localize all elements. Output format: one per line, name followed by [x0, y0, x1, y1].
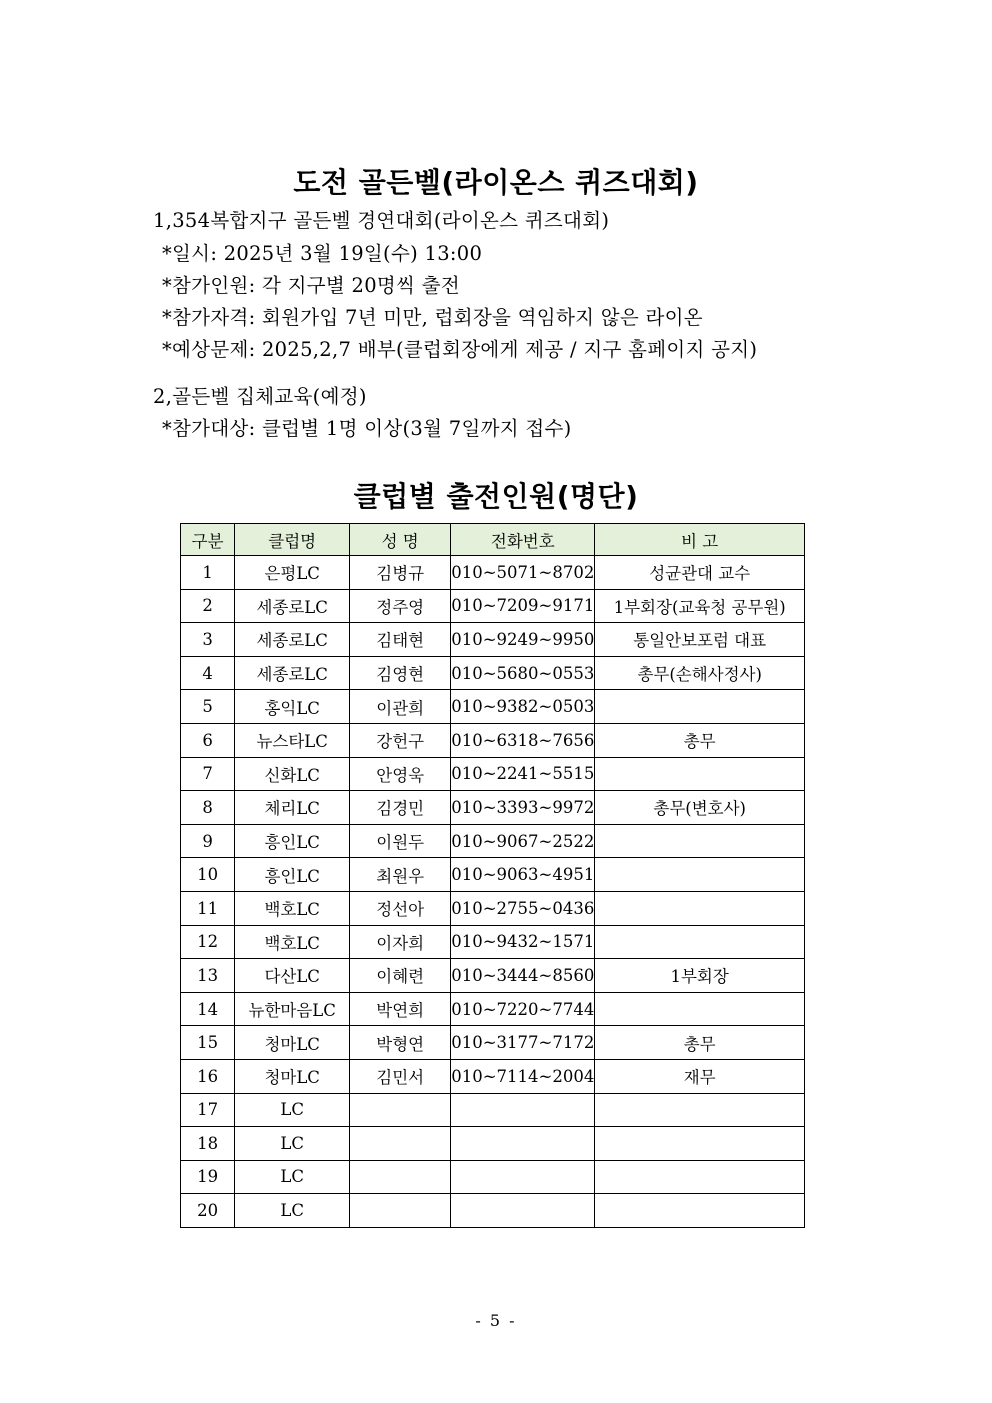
- table-cell: [595, 690, 805, 724]
- table-row: [181, 690, 805, 724]
- section2-heading: 2,골든벨 집체교육(예정): [153, 385, 367, 408]
- table-cell: [595, 858, 805, 892]
- table-cell: [595, 757, 805, 791]
- table-cell: 7: [181, 757, 235, 791]
- table-cell: 흥인LC: [235, 824, 350, 858]
- table-row: [181, 623, 805, 657]
- table-cell: 이관희: [350, 690, 451, 724]
- table-cell: 박형연: [350, 1026, 451, 1060]
- table-cell: 최원우: [350, 858, 451, 892]
- table-row: [181, 925, 805, 959]
- table-cell: 5: [181, 690, 235, 724]
- table-cell: 체리LC: [235, 791, 350, 825]
- table-cell: [451, 1093, 595, 1127]
- table-cell: 재무: [595, 1059, 805, 1093]
- table-cell: 2: [181, 589, 235, 623]
- table-cell: 010~9067~2522: [451, 824, 595, 858]
- table-cell: 총무(변호사): [595, 791, 805, 825]
- table-cell: [595, 891, 805, 925]
- table-cell: 010~3177~7172: [451, 1026, 595, 1060]
- table-cell: 뉴한마음LC: [235, 992, 350, 1026]
- table-cell: 세종로LC: [235, 623, 350, 657]
- table-row: [181, 1160, 805, 1194]
- table-row: [181, 858, 805, 892]
- table-cell: [595, 824, 805, 858]
- table-cell: LC: [235, 1127, 350, 1161]
- table-row: [181, 992, 805, 1026]
- table-cell: 성균관대 교수: [595, 556, 805, 590]
- table-cell: [350, 1093, 451, 1127]
- table-cell: 19: [181, 1160, 235, 1194]
- table-cell: [595, 992, 805, 1026]
- page-title: 도전 골든벨(라이온스 퀴즈대회): [293, 166, 699, 199]
- table-cell: [595, 1194, 805, 1228]
- table-cell: 3: [181, 623, 235, 657]
- table-cell: 통일안보포럼 대표: [595, 623, 805, 657]
- table-row: [181, 791, 805, 825]
- table-cell: 홍익LC: [235, 690, 350, 724]
- table-cell: 13: [181, 959, 235, 993]
- table-row: [181, 1026, 805, 1060]
- table-cell: 17: [181, 1093, 235, 1127]
- table-cell: 은평LC: [235, 556, 350, 590]
- table-cell: 청마LC: [235, 1059, 350, 1093]
- table-cell: 14: [181, 992, 235, 1026]
- header-cell: 클럽명: [235, 524, 350, 556]
- table-cell: 김태현: [350, 623, 451, 657]
- table-cell: [595, 925, 805, 959]
- table-cell: 010~9432~1571: [451, 925, 595, 959]
- table-cell: 10: [181, 858, 235, 892]
- table-cell: 15: [181, 1026, 235, 1060]
- header-cell: 전화번호: [451, 524, 595, 556]
- table-cell: 총무: [595, 1026, 805, 1060]
- header-cell: 비 고: [595, 524, 805, 556]
- table-cell: 1부회장(교육청 공무원): [595, 589, 805, 623]
- table-cell: 010~5680~0553: [451, 656, 595, 690]
- table-cell: 12: [181, 925, 235, 959]
- table-cell: 010~5071~8702: [451, 556, 595, 590]
- table-cell: 010~6318~7656: [451, 723, 595, 757]
- table-cell: 010~7114~2004: [451, 1059, 595, 1093]
- table-cell: 김경민: [350, 791, 451, 825]
- table-cell: 청마LC: [235, 1026, 350, 1060]
- table-cell: 6: [181, 723, 235, 757]
- section1-line: *참가인원: 각 지구별 20명씩 출전: [162, 274, 460, 297]
- table-cell: 다산LC: [235, 959, 350, 993]
- table-cell: [595, 1093, 805, 1127]
- table-cell: 정주영: [350, 589, 451, 623]
- table-cell: 김영현: [350, 656, 451, 690]
- table-cell: 20: [181, 1194, 235, 1228]
- header-cell: 성 명: [350, 524, 451, 556]
- table-cell: [350, 1194, 451, 1228]
- table-cell: [350, 1160, 451, 1194]
- header-cell: 구분: [181, 524, 235, 556]
- table-cell: 010~9382~0503: [451, 690, 595, 724]
- table-title: 클럽별 출전인원(명단): [353, 480, 639, 513]
- table-cell: [451, 1194, 595, 1228]
- table-cell: 백호LC: [235, 891, 350, 925]
- table-row: [181, 589, 805, 623]
- table-cell: 이원두: [350, 824, 451, 858]
- roster-table: [180, 523, 805, 1228]
- table-cell: 김병규: [350, 556, 451, 590]
- table-cell: 010~9063~4951: [451, 858, 595, 892]
- table-cell: 강헌구: [350, 723, 451, 757]
- table-cell: 안영욱: [350, 757, 451, 791]
- table-cell: 9: [181, 824, 235, 858]
- page-number: - 5 -: [475, 1311, 517, 1330]
- table-cell: 백호LC: [235, 925, 350, 959]
- table-cell: 010~7209~9171: [451, 589, 595, 623]
- section1-heading: 1,354복합지구 골든벨 경연대회(라이온스 퀴즈대회): [153, 209, 610, 232]
- table-cell: 박연희: [350, 992, 451, 1026]
- table-row: [181, 891, 805, 925]
- table-cell: 총무: [595, 723, 805, 757]
- table-cell: 010~3393~9972: [451, 791, 595, 825]
- table-row: [181, 656, 805, 690]
- table-cell: 010~7220~7744: [451, 992, 595, 1026]
- table-cell: 이혜련: [350, 959, 451, 993]
- table-cell: 세종로LC: [235, 589, 350, 623]
- table-cell: LC: [235, 1194, 350, 1228]
- table-header-row: [181, 524, 805, 556]
- table-cell: 4: [181, 656, 235, 690]
- table-cell: 뉴스타LC: [235, 723, 350, 757]
- table-cell: [451, 1127, 595, 1161]
- section1-line: *참가자격: 회원가입 7년 미만, 럽회장을 역임하지 않은 라이온: [162, 306, 703, 329]
- table-cell: [451, 1160, 595, 1194]
- table-cell: 11: [181, 891, 235, 925]
- table-cell: 010~3444~8560: [451, 959, 595, 993]
- table-cell: LC: [235, 1160, 350, 1194]
- section2-line: *참가대상: 클럽별 1명 이상(3월 7일까지 접수): [162, 417, 572, 440]
- table-cell: 010~2241~5515: [451, 757, 595, 791]
- table-row: [181, 1093, 805, 1127]
- table-row: [181, 959, 805, 993]
- table-cell: 010~2755~0436: [451, 891, 595, 925]
- table-row: [181, 1127, 805, 1161]
- table-row: [181, 1059, 805, 1093]
- section1-line: *일시: 2025년 3월 19일(수) 13:00: [162, 242, 483, 265]
- table-cell: 8: [181, 791, 235, 825]
- table-row: [181, 556, 805, 590]
- table-cell: [350, 1127, 451, 1161]
- table-cell: 흥인LC: [235, 858, 350, 892]
- table-cell: 1부회장: [595, 959, 805, 993]
- table-cell: 이자희: [350, 925, 451, 959]
- table-cell: LC: [235, 1093, 350, 1127]
- table-cell: 신화LC: [235, 757, 350, 791]
- table-cell: 김민서: [350, 1059, 451, 1093]
- table-row: [181, 1194, 805, 1228]
- table-row: [181, 824, 805, 858]
- table-cell: [595, 1160, 805, 1194]
- table-row: [181, 757, 805, 791]
- table-cell: 1: [181, 556, 235, 590]
- table-cell: 정선아: [350, 891, 451, 925]
- table-cell: 16: [181, 1059, 235, 1093]
- table-cell: 총무(손해사정사): [595, 656, 805, 690]
- table-cell: [595, 1127, 805, 1161]
- section1-line: *예상문제: 2025,2,7 배부(클럽회장에게 제공 / 지구 홈페이지 공지): [162, 338, 758, 361]
- table-cell: 010~9249~9950: [451, 623, 595, 657]
- table-row: [181, 723, 805, 757]
- table-cell: 세종로LC: [235, 656, 350, 690]
- table-cell: 18: [181, 1127, 235, 1161]
